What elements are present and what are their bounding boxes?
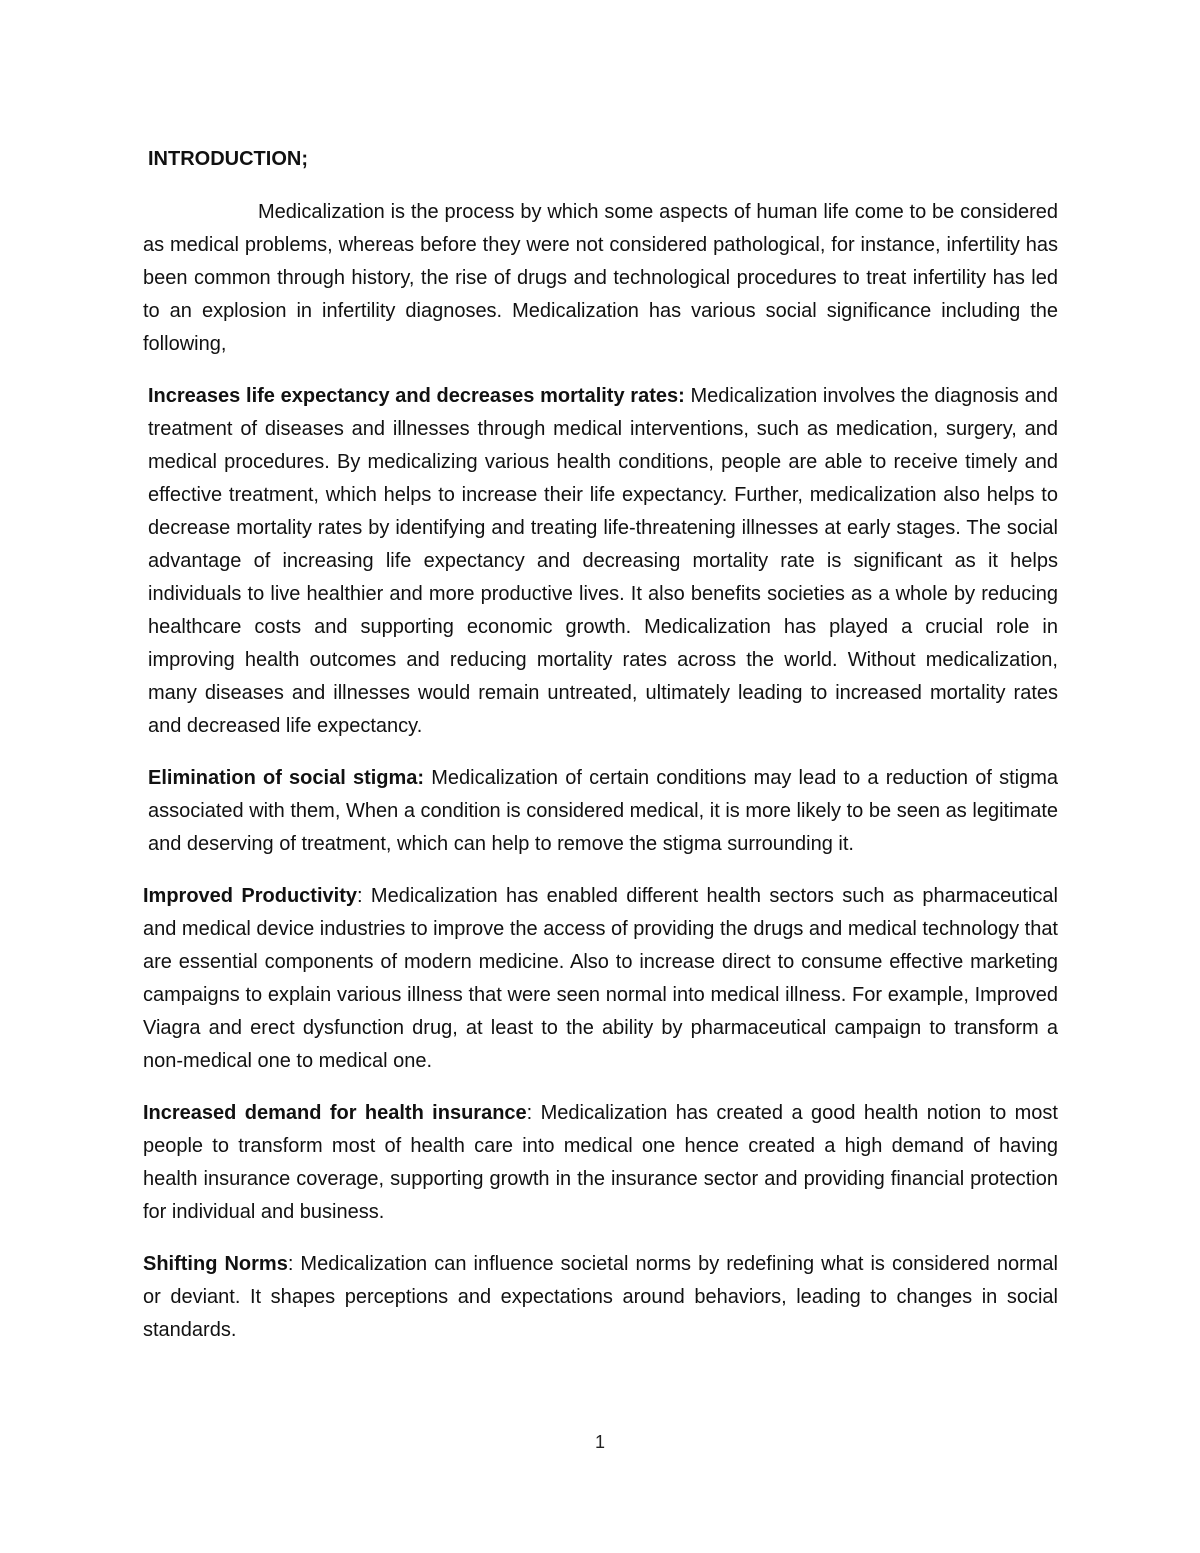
paragraph-text: Medicalization of certain conditions may lead to a reduction of stigma associated with them, When a condition is considered medical, it is more likely to be seen as legitimate and deserving of treatment, which can help to remove the stigma surrounding it. [148,767,1058,855]
paragraph-text: : Medicalization has created a good health notion to most people to transform most of health care into medical one hence created a high demand of having health insurance coverage, supporting growth in the insurance sector and providing financial protection for individual and business. [143,1102,1058,1223]
paragraph-life-expectancy [143,380,1058,743]
paragraph-productivity [143,880,1058,1078]
page-number: 1 [594,1432,605,1452]
paragraph-text: : Medicalization has enabled different health sectors such as pharmaceutical and medical device industries to improve the access of providing the drugs and medical technology that are essential components of modern medicine. Also to increase direct to consume effective marketing campaigns to explain various illness that were seen normal into medical illness. For example, Improved Viagra and erect dysfunction drug, at least to the ability by pharmaceutical campaign to transform a non-medical one to medical one. [143,885,1058,1072]
document-body [143,143,1058,1366]
paragraph-health-insurance [143,1097,1058,1229]
paragraph-term: Improved Productivity [143,885,357,907]
intro-paragraph: Medicalization is the process by which some aspects of human life come to be considered as medical problems, whereas before they were not considered pathological, for instance, infertility has been common through history, the rise of drugs and technological procedures to treat infertility has led to an explosion in infertility diagnoses. Medicalization has various social significance including the following, [143,201,1058,355]
paragraph-term: Elimination of social stigma: [148,767,425,789]
paragraph-social-stigma [143,762,1058,861]
paragraph-text: Medicalization involves the diagnosis and treatment of diseases and illnesses through medical interventions, such as medication, surgery, and medical procedures. By medicalizing various health conditions, people are able to receive timely and effective treatment, which helps to increase their life expectancy. Further, medicalization also helps to decrease mortality rates by identifying and treating life-threatening illnesses at early stages. The social advantage of increasing life expectancy and decreasing mortality rate is significant as it helps individuals to live healthier and more productive lives. It also benefits societies as a whole by reducing healthcare costs and supporting economic growth. Medicalization has played a crucial role in improving health outcomes and reducing mortality rates across the world. Without medicalization, many diseases and illnesses would remain untreated, ultimately leading to increased mortality rates and decreased life expectancy. [148,385,1058,737]
paragraph-term: Increases life expectancy and decreases mortality rates: [148,385,685,407]
section-heading: INTRODUCTION; [148,148,308,170]
paragraph-term: Increased demand for health insurance [143,1102,527,1124]
paragraph-shifting-norms [143,1248,1058,1347]
paragraph-text: : Medicalization can influence societal norms by redefining what is considered normal or deviant. It shapes perceptions and expectations around behaviors, leading to changes in social standards. [143,1253,1058,1341]
paragraph-term: Shifting Norms [143,1253,288,1275]
